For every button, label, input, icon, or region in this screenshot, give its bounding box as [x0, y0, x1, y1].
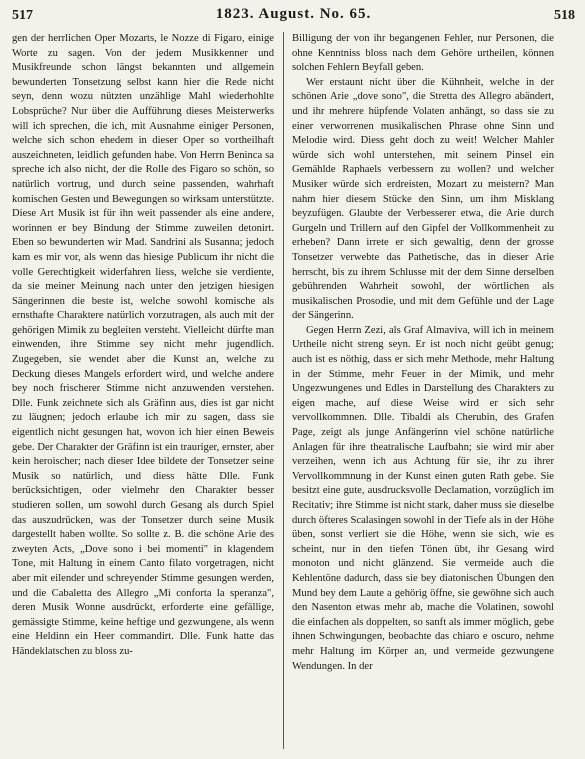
text-columns	[12, 32, 575, 753]
column-divider	[283, 32, 284, 749]
right-paragraph-2: Wer erstaunt nicht über die Kühnheit, welche in der schönen Arie „dove sono", die Stretta des Allegro abändert, und ihr mehrere hüpfende Volaten anhängt, so dass sie zu einer verworrenen musikalischen Phrase ohne Sinn und Melodie wird. Diess geht doch zu weit! Welcher Mahler würde sich wohl unterstehen, mit seinem Pinsel ein Gemählde Raphaels verbessern zu wollen? und welcher Musiker würde sich erdreisten, Mozart zu meistern? Man nahm hier diesem Stücke den Sinn, um ihm Misklang beyzufügen. Glaubte der Verbesserer etwa, die Arie durch Gurgeln und Trillern auf den Gipfel der Vollkommenheit zu erheben? Dann irrete er sich gewaltig, denn der grosse Tonsetzer verwebte das Pathetische, das in dieser Arie herrscht, bis zu ihrem Schlusse mit der dem Sinne derselben gebührenden Wahrheit sowohl, der wörtlichen als musikalischen Prosodie, und mit dem Gefühle und der Lage der Sängerinn.	[292, 76, 554, 322]
page-header	[12, 6, 575, 32]
left-paragraph-1: gen der herrlichen Oper Mozarts, le Nozze di Figaro, einige Worte zu sagen. Von der jedem Musikkenner und Musikfreunde schon längst bekannten und allgemein bewunderten Tonsetzung selbst kann hier die Rede nicht seyn, denn wozu nützten unzählige Mahl wiederhohlte Lobsprüche? Nur über die Aufführung dieses Meisterwerks will ich sprechen, die ich, mit Ausnahme einiger Personen, welche sich schon ehedem in dieser Oper so vortheilhaft auszeichneten, leidlich gefunden habe. Von Herrn Beninca sa spreche ich also nicht, der die Rolle des Figaro so schön, so natürlich vortrug, und durch seine passenden, wahrhaft komischen Gesten und Bewegungen so wirksam unterstützte. Diese Art Musik ist für ihn weit passender als eine andere, worinnen er bey Bindung der Stimme zuweilen detonirt. Eben so bewunderten wir Mad. Sandrini als Susanna; jedoch kam es mir vor, als wenn das hiesige Publicum ihr nicht die volle Gerechtigkeit widerfahren liess, welche sie verdiente, da sie meiner Meinung nach unter den jetzigen hiesigen Sängerinnen die beste ist, welche sowohl komische als ernsthafte Charaktere natürlich vorzutragen, als auch mit der gehörigen Mimik zu begleiten versteht. Vielleicht dürfte man einwenden, ihre Stimme sey nicht mehr jugendlich. Zugegeben, sie wendet aber die Kunst an, welche zu Deckung dieses Mangels erfordert wird, und welche andere bey noch frischerer Stimme nicht anzuwenden verstehen. Dlle. Funk zeichnete sich als Gräfinn aus, dies ist gar nicht zu läugnen; jedoch erlaube ich mir zu sagen, dass sie eigentlich nicht gesungen hat, wovon ich hier einen Beweis gebe. Der Charakter der Gräfinn ist ein trauriger, ernster, aber kein heroischer; nach dieser Idee bildete der Tonsetzer seine Musik so natürlich, und diess hätte Dlle. Funk berücksichtigen, oder vielmehr den Charakter besser studieren sollen, um sowohl durch Gesang als durch Spiel das auszudrücken, was der Tonsetzer durch seine Musik dargestellt haben wollte. So sollte z. B. die schöne Arie des zweyten Acts, „Dove sono i bei momenti" in klagendem Tone, mit Haltung in einem Canto filato vorgetragen, nicht aber mit eilender und schreyender Stimme gesungen werden, und die Cabaletta des Allegro „Mi conforta la speranza", deren Musik Wonne ausdrückt, erforderte eine gefällige, gemässigte Stimme, keine heftige und gezwungene, als wenn eine Heldinn ein Heer commandirt. Dlle. Funk hatte das Händeklatschen zu bloss zu-	[12, 33, 274, 657]
right-paragraph-3: Gegen Herrn Zezi, als Graf Almaviva, will ich in meinem Urtheile nicht streng seyn. Er ist noch nicht geübt genug; auch ist es nöthig, dass er sich mehr Methode, mehr Haltung in der Stimme, mehr Feuer in der Mimik, und mehr Ungezwungenes und Edles in Darstellung des Charakters zu eigen mache, auf diese Weise wird er sich sehr vervollkommnen. Dlle. Tibaldi als Cherubin, des Grafen Page, zeigt als junge Anfängerinn viel schöne natürliche Anlagen für ihre theatralische Laufbahn; sie wird mir aber verzeihen, wenn ich aus Achtung für sie, ihr zu ihrer Vervollkommnung in der Kunst einen guten Rath gebe. Sie besitzt eine gute, ausdrucksvolle Declamation, vorzüglich im Recitativ; ihre Stimme ist nicht stark, daher muss sie dieselbe durch öfteres Scalasingen sowohl in der Tiefe als in der Höhe üben, sonst verliert sie die Höhe, wenn sie sich, wie es scheint, nur in den tiefen Tönen übt, ihr Gesang wird monoton und nicht glänzend. Sie vermeide auch die Kehlentöne dadurch, dass sie bey diatonischen Übungen den Mund bey dem Laute a gehörig öffne, sie gewöhne sich auch den Nasenton etwas mehr ab, mache die Volatinen, sowohl die einfachen als doppelten, so sanft als immer möglich, gebe ihnen Schwingungen, beobachte das chiaro e oscuro, nehme mehr Haltung im Körper an, und vermeide gezwungene Wendungen. In der	[292, 324, 554, 672]
right-column	[292, 32, 554, 753]
left-column	[12, 32, 274, 753]
right-paragraph-1: Billigung der von ihr begangenen Fehler, nur Personen, die ohne Kenntniss bloss nach dem Gehöre urtheilen, können solchen Fehlern Beyfall geben.	[292, 33, 554, 74]
page-number-right: 518	[554, 8, 575, 23]
page-number-left: 517	[12, 8, 33, 23]
issue-date-title: 1823. August. No. 65.	[215, 6, 372, 22]
